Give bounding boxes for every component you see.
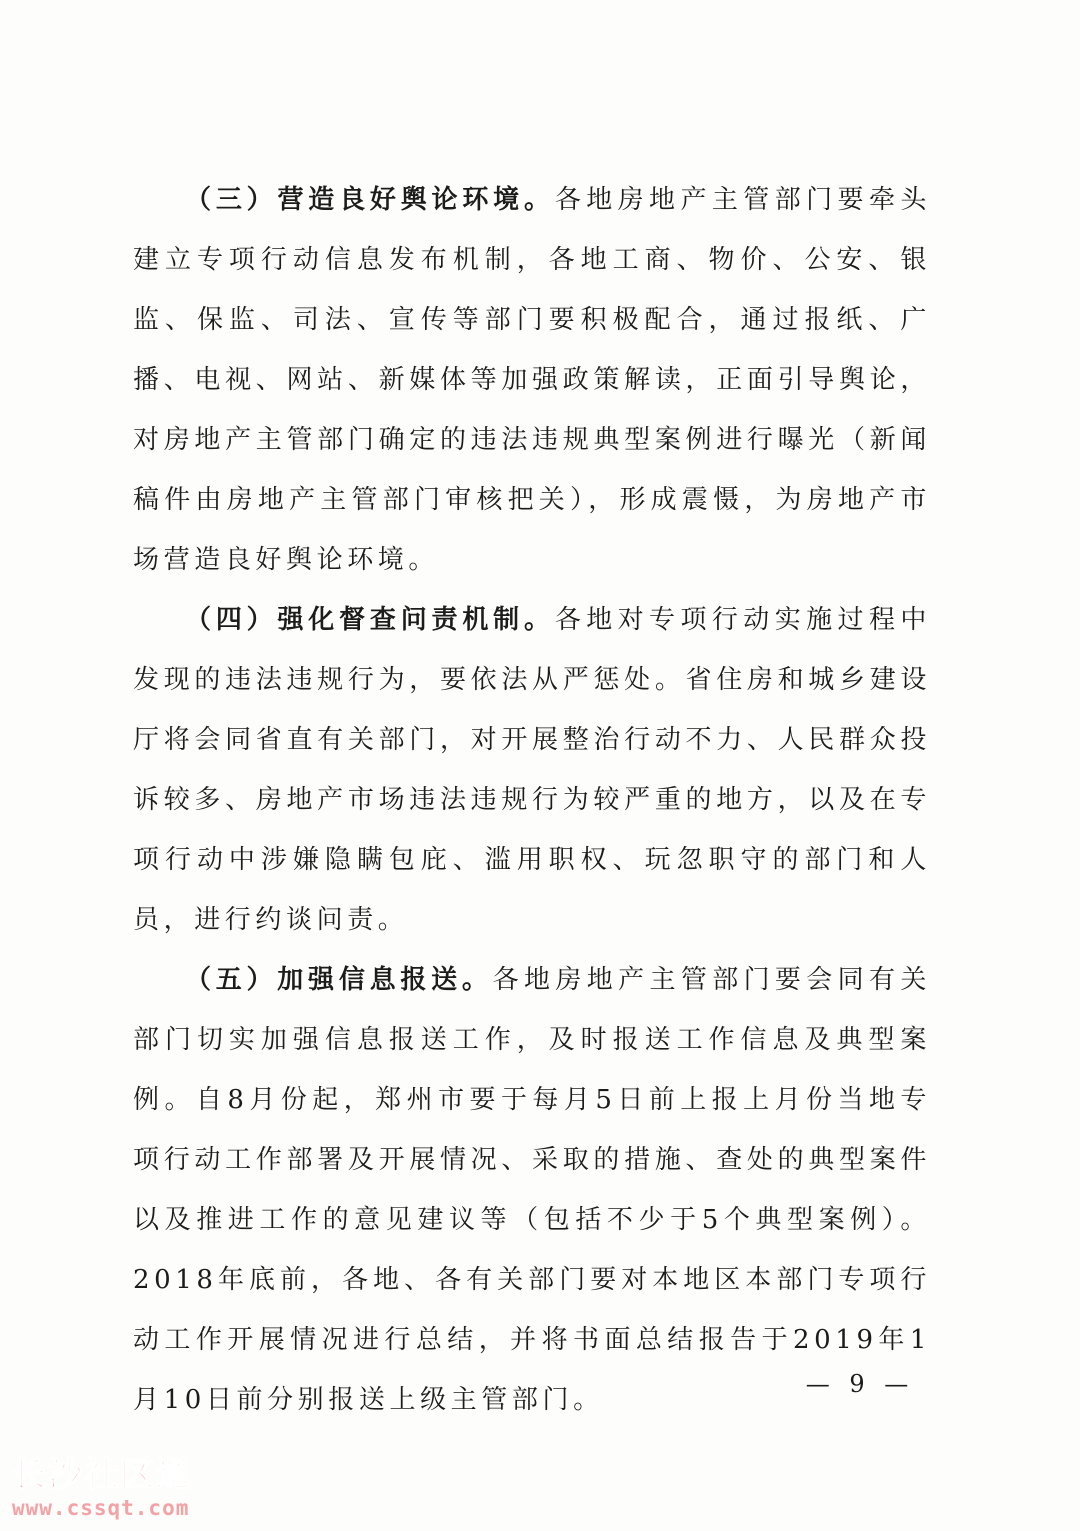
paragraph-section-4: [133, 590, 931, 950]
watermark-logo: [12, 1455, 232, 1521]
paragraph-section-3: [133, 170, 931, 590]
watermark-url: www.cssqt.com: [12, 1496, 190, 1520]
page-number: — 9 —: [805, 1370, 915, 1398]
section-heading: （四）强化督查问责机制。: [185, 605, 555, 635]
section-body: 各地对专项行动实施过程中发现的违法违规行为，要依法从严惩处。省住房和城乡建设厅将会同省直有关部门，对开展整治行动不力、人民群众投诉较多、房地产市场违法违规行为较严重的地方，以及在专项行动中涉嫌隐瞒包庇、滥用职权、玩忽职守的部门和人员，进行约谈问责。: [133, 605, 931, 935]
watermark-title: 长沙社区通: [12, 1455, 192, 1495]
paragraph-section-5: [133, 950, 931, 1430]
section-heading: （五）加强信息报送。: [185, 965, 493, 995]
section-body: 各地房地产主管部门要会同有关部门切实加强信息报送工作，及时报送工作信息及典型案例。自8月份起，郑州市要于每月5日前上报上月份当地专项行动工作部署及开展情况、采取的措施、查处的典型案件以及推进工作的意见建议等（包括不少于5个典型案例）。2018年底前，各地、各有关部门要对本地区本部门专项行动工作开展情况进行总结，并将书面总结报告于2019年1月10日前分别报送上级主管部门。: [133, 965, 931, 1415]
document-body: [133, 170, 931, 1430]
section-heading: （三）营造良好舆论环境。: [185, 185, 555, 215]
section-body: 各地房地产主管部门要牵头建立专项行动信息发布机制，各地工商、物价、公安、银监、保监、司法、宣传等部门要积极配合，通过报纸、广播、电视、网站、新媒体等加强政策解读，正面引导舆论，对房地产主管部门确定的违法违规典型案例进行曝光（新闻稿件由房地产主管部门审核把关），形成震慑，为房地产市场营造良好舆论环境。: [133, 185, 931, 575]
